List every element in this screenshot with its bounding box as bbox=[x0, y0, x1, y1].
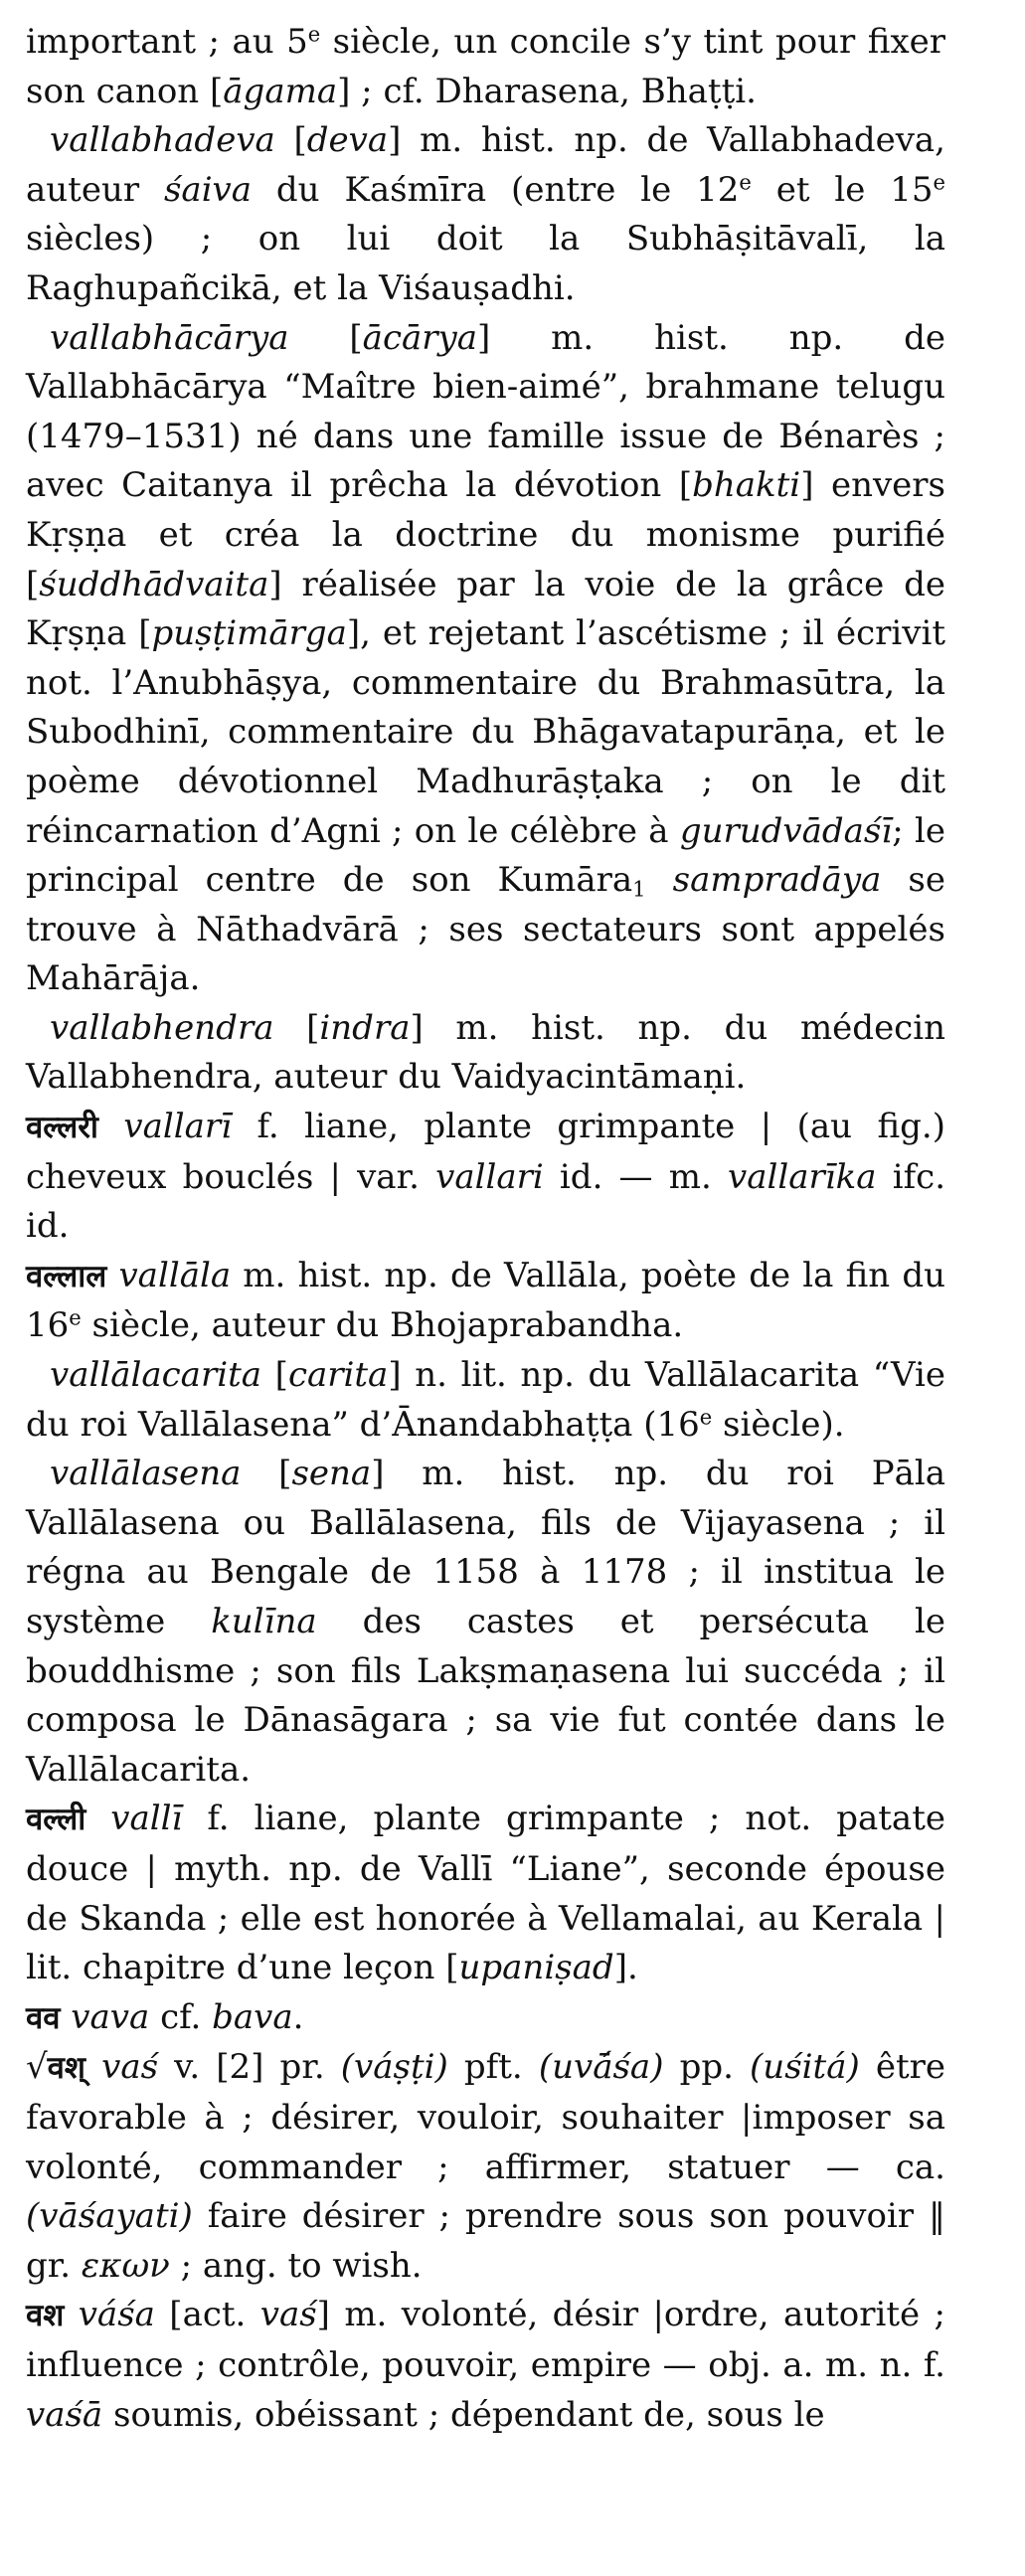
entry-text: siècle). bbox=[712, 1404, 845, 1445]
entry-text: [act. bbox=[154, 2295, 260, 2335]
entry-text: ] m. volonté, désir |ordre, autorité ; influence ; contrôle, pouvoir, empire — obj. a. m. n. f. bbox=[26, 2295, 946, 2385]
entry-text: ] n. lit. np. du Vallālacarita “Vie du roi Vallālasena” d’Ānandabhaṭṭa (16 bbox=[26, 1355, 946, 1445]
italic-term: carita bbox=[287, 1355, 389, 1396]
entry-text bbox=[646, 860, 673, 900]
entry-text: ; le principal centre de son Kumāra bbox=[26, 810, 946, 901]
italic-term: vava bbox=[71, 1996, 150, 2037]
entry-text: et le 15 bbox=[751, 169, 934, 210]
italic-term: vallabhācārya bbox=[50, 317, 289, 358]
entry-text: pp. bbox=[663, 2047, 751, 2088]
entry-text: cf. bbox=[149, 1996, 213, 2037]
entry-text: pft. bbox=[447, 2047, 539, 2088]
italic-term: sena bbox=[291, 1454, 372, 1494]
entry-text: ] m. hist. np. de Vallabhadeva, auteur bbox=[26, 120, 945, 210]
devanagari-headword: वल्लरी bbox=[26, 1110, 98, 1146]
italic-term: indra bbox=[319, 1007, 411, 1048]
entry-vallabhacarya bbox=[26, 314, 945, 1004]
entry-text: important ; au 5 bbox=[26, 22, 308, 62]
entry-text: ] envers Kṛṣṇa et créa la doctrine du monisme purifié [ bbox=[26, 465, 946, 604]
italic-term: (váṣṭi) bbox=[340, 2047, 448, 2088]
italic-term: vaśā bbox=[26, 2394, 103, 2435]
entry-text: du Kaśmīra (entre le 12 bbox=[252, 169, 740, 210]
entry-vallalacarita bbox=[26, 1351, 945, 1450]
entry-text: [ bbox=[273, 1007, 320, 1048]
entry-text: siècles) ; on lui doit la Subhāṣitāvalī, la Raghupañcikā, et la Viśauṣadhi. bbox=[26, 219, 945, 308]
italic-term: bhakti bbox=[692, 465, 801, 506]
superscript: e bbox=[739, 169, 752, 195]
entry-vallala bbox=[26, 1252, 945, 1351]
entry-text bbox=[85, 2047, 101, 2087]
italic-term: εκων bbox=[81, 2245, 170, 2286]
italic-term: āgama bbox=[223, 71, 338, 111]
entry-text bbox=[60, 1997, 71, 2037]
entry-text: ] ; cf. Dharasena, Bhaṭṭi. bbox=[337, 71, 757, 111]
entry-text: siècle, un concile s’y tint pour fixer son canon [ bbox=[26, 22, 945, 111]
entry-text: ]. bbox=[613, 1948, 638, 1988]
entry-vallabhendra bbox=[26, 1004, 945, 1103]
italic-term: vallālacarita bbox=[50, 1355, 262, 1396]
entry-valli bbox=[26, 1795, 945, 1992]
italic-term: śaiva bbox=[163, 169, 253, 210]
italic-term: váśa bbox=[78, 2295, 155, 2335]
entry-text: √ bbox=[26, 2047, 48, 2088]
italic-term: deva bbox=[306, 120, 389, 161]
italic-term: vallabhadeva bbox=[50, 120, 275, 161]
italic-term: śuddhādvaita bbox=[39, 564, 269, 604]
entry-text: ] m. hist. np. de Vallabhācārya “Maître bien-aimé”, brahmane telugu (1479–1531) né dans une famille issue de Bénarès ; avec Caitanya il prêcha la dévotion [ bbox=[26, 317, 946, 506]
italic-term: vallarīka bbox=[728, 1156, 877, 1197]
superscript: e bbox=[933, 169, 945, 195]
entry-vallabhadeva bbox=[26, 116, 945, 313]
entry-vasa bbox=[26, 2291, 945, 2440]
subscript: 1 bbox=[632, 876, 646, 902]
italic-term: bava bbox=[212, 1996, 293, 2037]
italic-term: vallarī bbox=[123, 1107, 233, 1147]
italic-term: vallālasena bbox=[50, 1454, 242, 1494]
italic-term: vaś bbox=[101, 2047, 159, 2088]
entry-text: ; ang. to wish. bbox=[169, 2245, 423, 2286]
italic-term: ācārya bbox=[362, 317, 477, 358]
entry-text: ifc. id. bbox=[26, 1156, 945, 1247]
italic-term: vallari bbox=[435, 1156, 544, 1197]
italic-term: sampradāya bbox=[672, 860, 882, 901]
entry-text bbox=[98, 1107, 123, 1146]
entry-text: [ bbox=[274, 120, 307, 161]
entry-text: soumis, obéissant ; dépendant de, sous le bbox=[102, 2394, 825, 2435]
entry-text: . bbox=[292, 1996, 304, 2037]
devanagari-headword: वश् bbox=[47, 2050, 85, 2087]
entry-text: ] m. hist. np. du roi Pāla Vallālasena ou Ballālasena, fils de Vijayasena ; il régna au Bengale de 1158 à 1178 ; il institua le système bbox=[26, 1454, 945, 1641]
entry-text: siècle, auteur du Bhojaprabandha. bbox=[81, 1305, 684, 1346]
dictionary-page bbox=[26, 18, 945, 2440]
superscript: e bbox=[69, 1304, 82, 1330]
entry-text: se trouve à Nāthadvārā ; ses sectateurs sont appelés Mahārāja. bbox=[26, 860, 945, 999]
entry-text: f. liane, plante grimpante ; not. patate douce | myth. np. de Vallī “Liane”, seconde épouse de Skanda ; elle est honorée à Vellamalai, au Kerala | lit. chapitre d’une leçon [ bbox=[26, 1799, 945, 1988]
italic-term: vallabhendra bbox=[50, 1007, 274, 1048]
entry-text: ], et rejetant l’ascétisme ; il écrivit not. l’Anubhāṣya, commentaire du Brahmasūtra, la Subodhinī, commentaire du Bhāgavatapurāṇa, et le poème dévotionnel Madhurāṣṭaka ; on le dit réincarnation d’Agni ; on le célèbre à bbox=[26, 613, 946, 851]
entry-text: être favorable à ; désirer, vouloir, souhaiter |imposer sa volonté, commander ; affirmer, statuer — ca. bbox=[26, 2047, 946, 2187]
entry-vallabhi-continuation bbox=[26, 18, 945, 116]
italic-term: (uvā́śa) bbox=[538, 2047, 664, 2088]
entry-vas-root bbox=[26, 2043, 945, 2291]
entry-text bbox=[106, 1256, 118, 1295]
italic-term: gurudvādaśī bbox=[679, 810, 893, 851]
italic-term: puṣṭimārga bbox=[151, 613, 347, 654]
entry-text: m. hist. np. de Vallāla, poète de la fin du 16 bbox=[26, 1255, 945, 1346]
devanagari-headword: वश bbox=[26, 2298, 65, 2334]
entry-text: v. [2] pr. bbox=[158, 2047, 341, 2088]
italic-term: kulīna bbox=[211, 1602, 317, 1641]
entry-text bbox=[85, 1799, 110, 1838]
italic-term: upaniṣad bbox=[458, 1948, 614, 1988]
entry-vallalasena bbox=[26, 1450, 945, 1795]
entry-text bbox=[64, 2295, 78, 2334]
entry-text: ] m. hist. np. du médecin Vallabhendra, auteur du Vaidyacintāmaṇi. bbox=[26, 1007, 945, 1098]
entry-text: id. — m. bbox=[543, 1156, 728, 1197]
superscript: e bbox=[699, 1404, 713, 1430]
entry-text: f. liane, plante grimpante | (au fig.) cheveux bouclés | var. bbox=[26, 1107, 945, 1197]
entry-text: faire désirer ; prendre sous son pouvoir ‖ gr. bbox=[26, 2196, 945, 2286]
devanagari-headword: वल्लाल bbox=[26, 1258, 107, 1294]
entry-text: ] réalisée par la voie de la grâce de Kṛṣṇa [ bbox=[26, 564, 945, 654]
entry-text: [ bbox=[241, 1454, 292, 1494]
entry-text: [ bbox=[288, 317, 363, 358]
italic-term: vallāla bbox=[118, 1255, 232, 1295]
italic-term: (vāśayati) bbox=[26, 2196, 193, 2237]
italic-term: vaś bbox=[259, 2295, 317, 2335]
entry-vallari bbox=[26, 1103, 945, 1252]
devanagari-headword: वल्ली bbox=[26, 1802, 86, 1838]
superscript: e bbox=[307, 21, 321, 47]
entry-vava bbox=[26, 1993, 945, 2044]
italic-term: vallī bbox=[110, 1799, 183, 1839]
devanagari-headword: वव bbox=[26, 1999, 61, 2036]
entry-text: [ bbox=[261, 1355, 288, 1396]
entry-text: des castes et persécuta le bouddhisme ; son fils Lakṣmaṇasena lui succéda ; il composa le Dānasāgara ; sa vie fut contée dans le Vallālacarita. bbox=[26, 1602, 946, 1790]
italic-term: (uśitá) bbox=[750, 2047, 860, 2088]
